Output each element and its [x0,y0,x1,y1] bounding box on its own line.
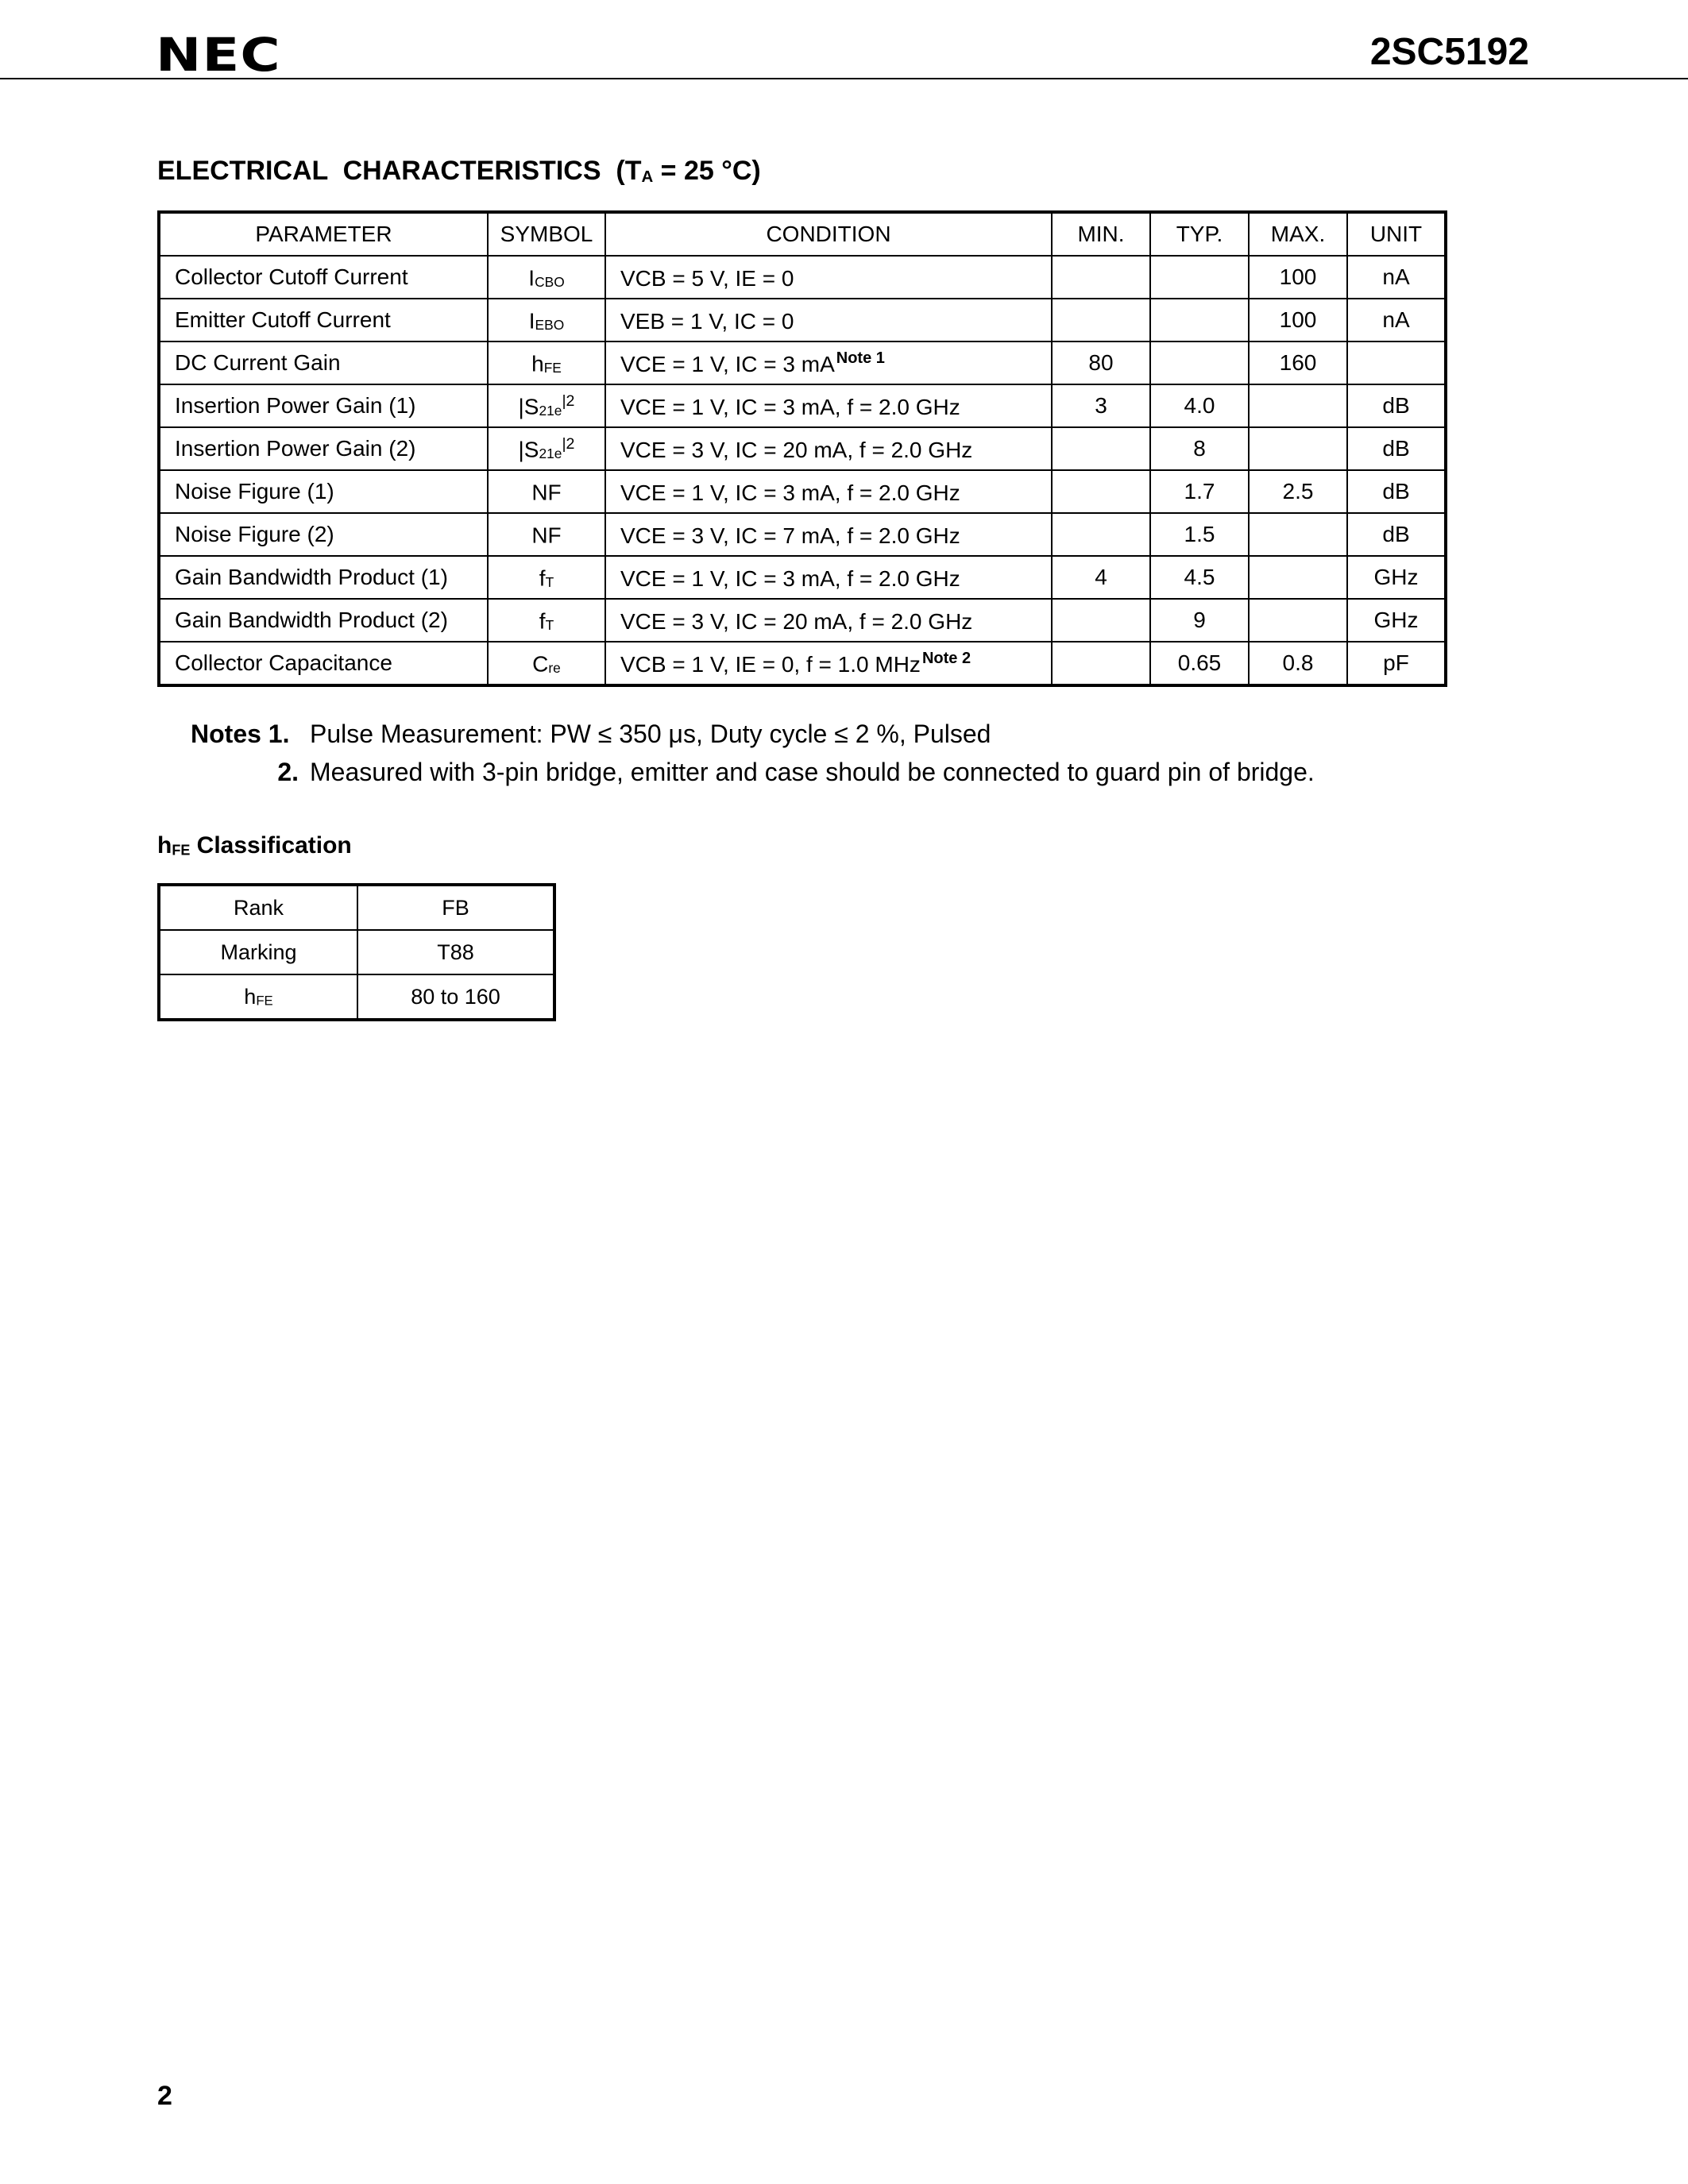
table-row [159,427,1446,470]
part-number: 2SC5192 [1369,31,1529,73]
condition-text: VCE = 1 V, IC = 3 mA [620,351,835,376]
symbol-subscript: T [545,573,554,590]
condition-text: VCE = 3 V, IC = 20 mA, f = 2.0 GHz [620,608,973,634]
typ-cell: 1.7 [1150,470,1249,513]
symbol-main: f [539,565,546,591]
symbol-main: NF [531,480,562,505]
note-reference: Note 2 [921,649,971,667]
symbol-main: f [539,608,546,634]
condition-cell [605,384,1052,427]
condition-cell [605,470,1052,513]
symbol-main: |S [518,437,539,462]
symbol-subscript: T [545,616,554,633]
table-row [159,599,1446,642]
max-cell [1249,384,1347,427]
typ-cell: 0.65 [1150,642,1249,685]
condition-text: VCB = 1 V, IE = 0, f = 1.0 MHz [620,651,921,677]
condition-cell [605,599,1052,642]
symbol-main: I [528,265,535,291]
table-row [159,341,1446,384]
symbol-subscript: FE [543,359,562,376]
symbol-main: I [528,308,535,334]
condition-cell [605,256,1052,299]
unit-cell: dB [1347,513,1446,556]
unit-cell: pF [1347,642,1446,685]
symbol-cell [488,341,605,384]
column-header: MAX. [1249,212,1347,256]
typ-cell: 4.0 [1150,384,1249,427]
symbol-main: NF [531,523,562,548]
min-cell [1052,427,1150,470]
symbol-cell [488,599,605,642]
max-cell [1249,599,1347,642]
typ-cell [1150,256,1249,299]
symbol-cell [488,642,605,685]
classification-value: T88 [357,930,554,974]
max-cell: 160 [1249,341,1347,384]
max-cell [1249,513,1347,556]
condition-text: VCE = 3 V, IC = 7 mA, f = 2.0 GHz [620,523,960,548]
parameter-cell: Collector Capacitance [159,642,488,685]
hfe-classification-title: hFE Classification [157,832,352,859]
classification-value: 80 to 160 [357,974,554,1020]
condition-text: VCE = 1 V, IC = 3 mA, f = 2.0 GHz [620,565,960,591]
condition-cell [605,427,1052,470]
hfe-classification-table [157,883,556,1021]
column-header: UNIT [1347,212,1446,256]
unit-cell [1347,341,1446,384]
max-cell [1249,427,1347,470]
parameter-cell: Insertion Power Gain (1) [159,384,488,427]
condition-cell [605,642,1052,685]
min-cell: 80 [1052,341,1150,384]
typ-cell: 1.5 [1150,513,1249,556]
symbol-cell [488,256,605,299]
unit-cell: dB [1347,384,1446,427]
symbol-subscript: re [548,659,561,676]
min-cell: 4 [1052,556,1150,599]
classification-value: FB [357,885,554,930]
column-header: CONDITION [605,212,1052,256]
electrical-characteristics-table [157,210,1447,687]
symbol-cell [488,299,605,341]
parameter-cell: Emitter Cutoff Current [159,299,488,341]
classification-label: hFE [159,974,357,1020]
symbol-superscript: |2 [562,392,575,410]
symbol-superscript: |2 [562,434,575,453]
unit-cell: dB [1347,470,1446,513]
parameter-cell: Gain Bandwidth Product (2) [159,599,488,642]
condition-text: VEB = 1 V, IC = 0 [620,308,794,334]
condition-text: VCE = 3 V, IC = 20 mA, f = 2.0 GHz [620,437,973,462]
typ-cell: 9 [1150,599,1249,642]
max-cell [1249,556,1347,599]
table-header-row [159,212,1446,256]
unit-cell: nA [1347,256,1446,299]
typ-cell: 4.5 [1150,556,1249,599]
column-header: MIN. [1052,212,1150,256]
nec-logo: NEC [156,28,281,82]
symbol-main: C [532,651,549,677]
min-cell: 3 [1052,384,1150,427]
max-cell: 0.8 [1249,642,1347,685]
electrical-characteristics-title: ELECTRICAL CHARACTERISTICS ($T_A = 25$ °C) [157,156,761,187]
max-cell: 100 [1249,256,1347,299]
parameter-cell: Gain Bandwidth Product (1) [159,556,488,599]
parameter-cell: Insertion Power Gain (2) [159,427,488,470]
parameter-cell: Noise Figure (1) [159,470,488,513]
symbol-subscript: 21e [539,445,562,461]
condition-cell [605,299,1052,341]
symbol-cell [488,556,605,599]
symbol-subscript: 21e [539,402,562,419]
column-header: TYP. [1150,212,1249,256]
typ-cell [1150,299,1249,341]
symbol-cell [488,470,605,513]
max-cell: 2.5 [1249,470,1347,513]
max-cell: 100 [1249,299,1347,341]
symbol-cell [488,384,605,427]
table-row [159,642,1446,685]
symbol-subscript: EBO [535,316,565,333]
note-reference: Note 1 [836,349,885,367]
symbol-main: h [531,351,544,376]
note-item: Notes 1. Pulse Measurement: PW ≤ 350 μs, Duty cycle ≤ 2 %, Pulsed [191,720,991,748]
symbol-cell [488,427,605,470]
table-row [159,470,1446,513]
condition-cell [605,556,1052,599]
symbol-subscript: CBO [535,273,565,290]
classification-row [159,930,554,974]
classification-row [159,974,554,1020]
typ-cell [1150,341,1249,384]
classification-label: Rank [159,885,357,930]
min-cell [1052,513,1150,556]
min-cell [1052,299,1150,341]
unit-cell: nA [1347,299,1446,341]
condition-cell [605,341,1052,384]
min-cell [1052,256,1150,299]
symbol-cell [488,513,605,556]
unit-cell: GHz [1347,556,1446,599]
condition-text: VCB = 5 V, IE = 0 [620,265,794,291]
condition-text: VCE = 1 V, IC = 3 mA, f = 2.0 GHz [620,394,960,419]
symbol-main: |S [518,394,539,419]
table-row [159,556,1446,599]
column-header: PARAMETER [159,212,488,256]
min-cell [1052,642,1150,685]
unit-cell: dB [1347,427,1446,470]
classification-label: Marking [159,930,357,974]
table-row [159,256,1446,299]
min-cell [1052,599,1150,642]
unit-cell: GHz [1347,599,1446,642]
notes-block [191,715,1315,791]
column-header: SYMBOL [488,212,605,256]
classification-row [159,885,554,930]
condition-cell [605,513,1052,556]
page-number: 2 [157,2081,172,2111]
note-item: 2. Measured with 3-pin bridge, emitter and case should be connected to guard pin of bridge. [277,758,1315,786]
parameter-cell: Collector Cutoff Current [159,256,488,299]
parameter-cell: DC Current Gain [159,341,488,384]
header-divider [0,78,1688,79]
typ-cell: 8 [1150,427,1249,470]
min-cell [1052,470,1150,513]
table-row [159,384,1446,427]
condition-text: VCE = 1 V, IC = 3 mA, f = 2.0 GHz [620,480,960,505]
table-row [159,513,1446,556]
table-row [159,299,1446,341]
parameter-cell: Noise Figure (2) [159,513,488,556]
